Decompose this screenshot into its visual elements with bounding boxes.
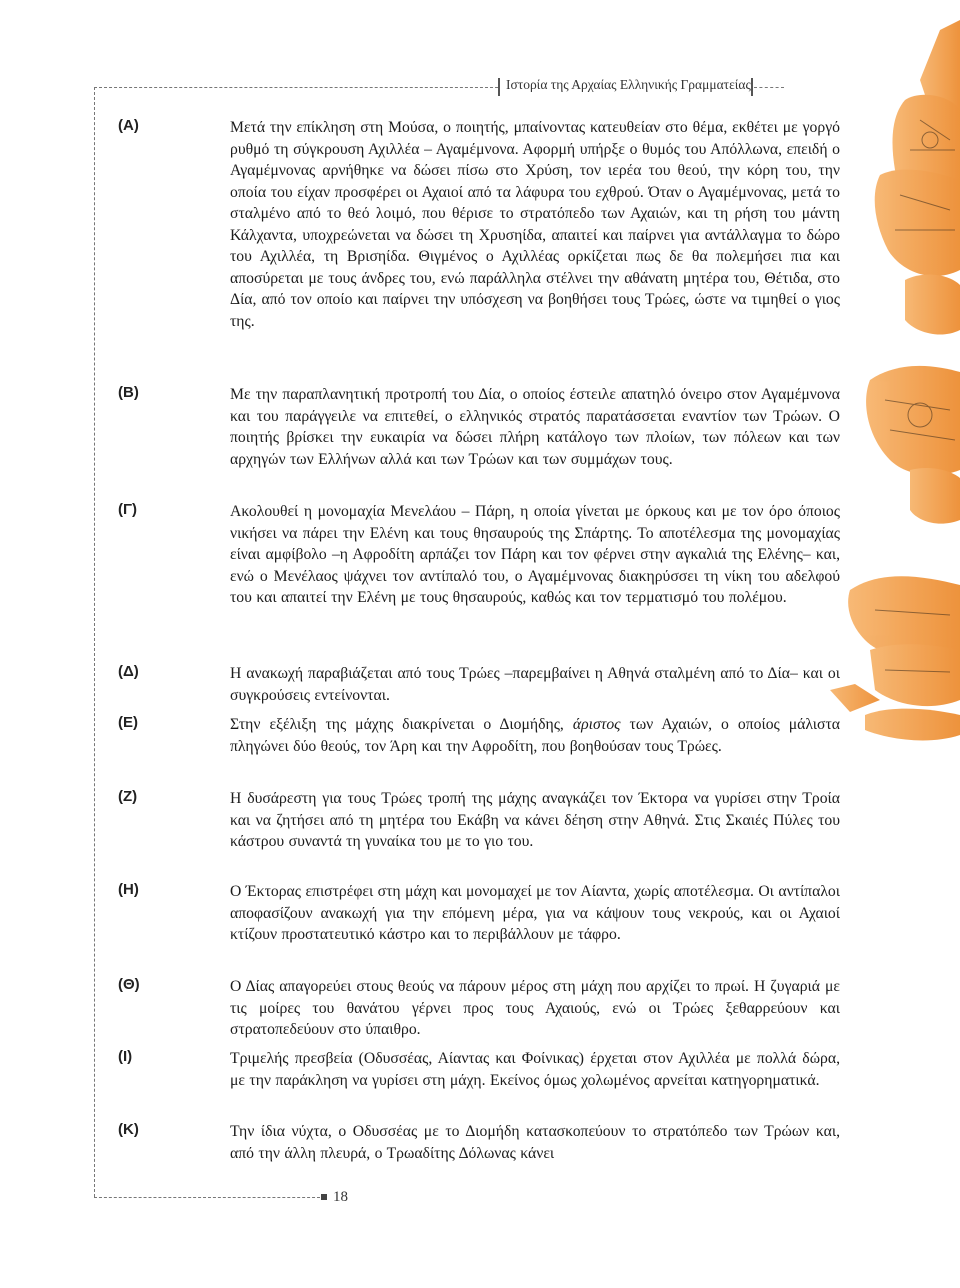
section-text: Την ίδια νύχτα, ο Οδυσσέας με το Διομήδη κατασκοπεύουν το στρατόπεδο των Τρώων και, από την άλλη πλευρά, ο Τρωαδίτης Δόλωνας κάνει [230,1123,840,1162]
section-text: Η δυσάρεστη για τους Τρώες τροπή της μάχης αναγκάζει τον Έκτορα να γυρίσει στην Τροία και να ζητήσει από τη μητέρα του Εκάβη να κάνει δέηση στην Αθηνά. Στις Σκαιές Πύλες του κάστρου συναντά τη γυναίκα του με το γιο του. [230,790,840,850]
section-text [230,714,840,757]
header-separator-right [751,78,753,96]
section-text: Ο Έκτορας επιστρέφει στη μάχη και μονομαχεί με τον Αίαντα, χωρίς αποτέλεσμα. Οι αντίπαλοι αποφασίζουν ανακωχή για την επόμενη μέρα, για να κάψουν τους νεκρούς, και οι Αχαιοί κτίζουν προστατευτικό κάστρο και το περιβάλλουν με τάφρο. [230,883,840,943]
section-label: (Η) [118,881,139,898]
section-label: (Ε) [118,714,138,731]
section-label: (Α) [118,117,139,134]
frame-bottom-border [94,1197,320,1198]
section-text: Τριμελής πρεσβεία (Οδυσσέας, Αίαντας και Φοίνικας) έρχεται στον Αχιλλέα με πολλά δώρα, με την παράκληση να γυρίσει στη μάχη. Εκείνος όμως χολωμένος αρνείται κατηγορηματικά. [230,1050,840,1089]
section-label: (Γ) [118,501,138,518]
section-label: (Κ) [118,1121,139,1138]
section-text-italic: άριστος [572,716,621,733]
section-label: (Θ) [118,976,140,993]
section-label: (Ι) [118,1048,133,1065]
section-label: (Δ) [118,663,139,680]
frame-left-border [94,87,95,1197]
frame-top-right-border [754,87,784,88]
section-label: (Β) [118,384,139,401]
section-label: (Ζ) [118,788,138,805]
frame-top-border [94,87,498,88]
header-separator-left [498,78,500,96]
section-text: Μετά την επίκληση στη Μούσα, ο ποιητής, μπαίνοντας κατευθείαν στο θέμα, εκθέτει με γοργό ρυθμό τη σύγκρουση Αχιλλέα – Αγαμέμνονα. Αφορμή υπήρξε ο θυμός του Απόλλωνα, επειδή ο Αγαμέμνονας αρνήθηκε να δώσει πίσω στο Χρύση, τον ιερέα του θεού, την κόρη του, την οποία του είχαν προσφέρει οι Αχαιοί από τα λάφυρα του εχθρού. Όταν ο Αγαμέμνονας, μετά το σταλμένο από το θεό λοιμό, που θέρισε το στρατόπεδο των Αχαιών, και τη ρήση του μάντη Κάλχαντα, υποχρεώνεται να δώσει τη Χρυσηίδα, απαιτεί και παίρνει για αντάλλαγμα το δώρο του Αχιλλέα, τη Βρισηίδα. Θιγμένος ο Αχιλλέας ορκίζεται πως δε θα πολεμήσει πια και αποσύρεται με τους άνδρες του, ενώ παράλληλα στέλνει την αθάνατη μητέρα του, Θέτιδα, στο Δία, από τον οποίο και παίρνει την υπόσχεση να βοηθήσει τους Τρώες, ώστε να τιμηθεί ο γιος της. [230,119,840,330]
page-number: 18 [333,1189,348,1205]
page-marker-square [321,1194,327,1200]
section-text: Με την παραπλανητική προτροπή του Δία, ο οποίος έστειλε απατηλό όνειρο στον Αγαμέμνονα και του παράγγειλε να επιτεθεί, ο ελληνικός στρατός παρατάσσεται εναντίον των Τρώων. Ο ποιητής βρίσκει την ευκαιρία να δώσει πλήρη κατάλογο των πλοίων, των πόλεων και των αρχηγών των Ελλήνων αλλά και των Τρώων και των συμμάχων τους. [230,386,840,468]
section-text-before: Στην εξέλιξη της μάχης διακρίνεται ο Διομήδης, [230,716,573,733]
section-text: Η ανακωχή παραβιάζεται από τους Τρώες –παρεμβαίνει η Αθηνά σταλμένη από το Δία– και οι συγκρούσεις εντείνονται. [230,665,840,704]
running-header: Ιστορία της Αρχαίας Ελληνικής Γραμματείας [506,77,751,92]
section-text: Ο Δίας απαγορεύει στους θεούς να πάρουν μέρος στη μάχη που αρχίζει το πρωί. Η ζυγαριά με τις μοίρες του θανάτου γέρνει προς τους Αχαιούς, ενώ οι Τρώες ξεθαρρεύουν και στρατοπεδεύουν στο ύπαιθρο. [230,978,840,1038]
section-text-after: των Αχαιών, ο οποίος μάλιστα πληγώνει δύο θεούς, τον Άρη και την Αφροδίτη, που βοηθούσαν τους Τρώες. [230,716,840,755]
section-text: Ακολουθεί η μονομαχία Μενελάου – Πάρη, η οποία γίνεται με όρκους και με τον όρο όποιος νικήσει να πάρει την Ελένη και τους θησαυρούς της Σπάρτης. Το αποτέλεσμα της μονομαχίας είναι αμφίβολο –η Αφροδίτη αρπάζει τον Πάρη και τον φέρνει στην αγκαλιά της Ελένης– και, ενώ ο Μενέλαος ψάχνει τον αντίπαλό του, ο Αγαμέμνονας διακηρύσσει τη νίκη του αδελφού του και απαιτεί την Ελένη με τους θησαυρούς, καθώς και τον τερματισμό του πολέμου. [230,503,840,606]
